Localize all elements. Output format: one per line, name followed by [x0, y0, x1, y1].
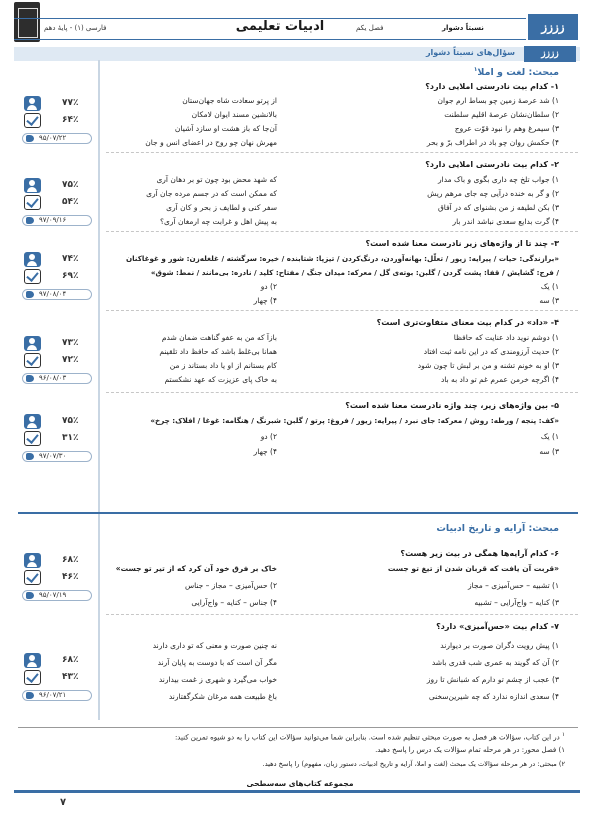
q2-stat-primary: ۷۵٪ [62, 180, 79, 190]
page-title: ادبیات تعلیمی [235, 19, 325, 34]
q2-stats [18, 178, 94, 236]
q1-date-stamp [22, 133, 92, 144]
q7-opt2-second: مگر آن است که با دوست به پایان آرند [157, 658, 277, 667]
q5-opt2[interactable]: ۲) دو [260, 432, 277, 441]
stats-divider [98, 60, 100, 720]
q6-stats [18, 553, 94, 611]
question-4-title: ۴- «داد» در کدام بیت معنای متفاوت‌تری است؟ [376, 318, 559, 327]
pen-icon [26, 135, 34, 142]
question-7-title: ۷- کدام بیت «حس‌آمیزی» دارد؟ [436, 622, 559, 631]
pen-icon [26, 592, 34, 599]
q4-opt3[interactable]: ۳) او به خونم تشنه و من بر لبش تا چون شود [417, 361, 559, 370]
q2-opt3[interactable]: ۳) بکن لطیفه ز من بشنوای که در آفاق [437, 203, 559, 212]
q7-opt2[interactable]: ۲) آن که گویند به عمری شب قدری باشد [431, 658, 559, 667]
question-6-title: ۶- کدام آرایه‌ها همگی در بیت زیر هست؟ [400, 549, 559, 558]
chapter-label: فصل یکم [356, 24, 384, 32]
q7-date-stamp [22, 690, 92, 701]
q7-stat-primary: ۶۸٪ [62, 655, 79, 665]
q3-date: ۹۷/۰۸/۰۴ [39, 290, 67, 298]
subject-heading-literature: مبحث: آرایه و تاریخ ادبیات [436, 523, 559, 534]
q4-opt1-second: بازآ که من به عفو گناهت ضمان شدم [161, 333, 277, 342]
q5-passage: «کف: پنجه / ورطه: روش / معرکه: جای نبرد / پیرایه: زیور / فروغ: پرتو / گلبن: شبرنگ / هنگامه: غوغا / افلاک: چرخ» [150, 416, 559, 425]
checkbox-icon [24, 269, 41, 284]
q5-opt1[interactable]: ۱) یک [540, 432, 559, 441]
q1-opt3-second: آن‌جا که باز هشت او سازد آشیان [174, 124, 277, 133]
q1-opt4-second: مهرش نهان چو روح در اعضای انس و جان [145, 138, 277, 147]
q4-date-stamp [22, 373, 92, 384]
page-header [0, 0, 595, 46]
question-2-title: ۲- کدام بیت نادرستی املایی دارد؟ [425, 160, 559, 169]
q7-date: ۹۶/۰۷/۲۱ [39, 691, 67, 699]
pen-icon [26, 217, 34, 224]
subject-heading-vocab: مبحث: لغت و املا$^۱$ [473, 66, 559, 79]
question-divider [106, 392, 578, 393]
q7-opt3[interactable]: ۳) عجب از چشم تو دارم که شبانش تا روز [426, 675, 559, 684]
q7-opt1-second: نه چنین صورت و معنی که تو داری دارند [152, 641, 277, 650]
q2-stat-secondary: ۵۴٪ [62, 197, 79, 207]
footnote-divider [18, 727, 578, 728]
user-icon [24, 336, 41, 351]
q2-opt1-second: که شهد محض بود چون تو بر دهان آری [156, 175, 277, 184]
q7-stats [18, 653, 94, 711]
q6-stat-secondary: ۴۶٪ [62, 572, 79, 582]
q5-date: ۹۷/۰۷/۳۰ [39, 452, 67, 460]
q7-opt1[interactable]: ۱) پیش رویت دگران صورت بر دیوارند [440, 641, 559, 650]
q4-opt2[interactable]: ۲) حدیث آرزومندی که در این نامه ثبت افتاد [423, 347, 559, 356]
question-divider [106, 231, 578, 232]
user-icon [24, 553, 41, 568]
user-icon [24, 252, 41, 267]
footer-series-title: مجموعه کتاب‌های سه‌سطحی [246, 779, 354, 788]
q2-opt2[interactable]: ۲) و گر به خنده درآیی چه جای مرهم ریش [427, 189, 559, 198]
pen-icon [26, 453, 34, 460]
q1-opt2[interactable]: ۲) سلطان‌نشان عرصهٔ اقلیم سلطنت [444, 110, 559, 119]
q6-stat-primary: ۶۸٪ [62, 555, 79, 565]
q3-opt1[interactable]: ۱) یک [540, 282, 559, 291]
question-divider [106, 152, 578, 153]
q1-opt1-second: از پرتو سعادت شاه جهان‌ستان [182, 96, 277, 105]
q4-date: ۹۶/۰۸/۰۳ [39, 374, 67, 382]
q6-verse-first: «قربت آن یافت که قربان شدن از تیغ تو جست [387, 564, 559, 573]
q6-date-stamp [22, 590, 92, 601]
q4-opt4-second: به خاک پای عزیزت که عهد نشکستم [164, 375, 277, 384]
footer-bar [14, 790, 580, 793]
checkbox-icon [24, 431, 41, 446]
q2-opt1[interactable]: ۱) جواب تلخ چه داری بگوی و باک مدار [437, 175, 559, 184]
q6-opt3[interactable]: ۳) کنایه – واج‌آرایی – تشبیه [474, 598, 559, 607]
q3-opt4[interactable]: ۴) چهار [253, 296, 277, 305]
q3-opt3[interactable]: ۳) سه [539, 296, 559, 305]
q3-stat-secondary: ۶۹٪ [62, 271, 79, 281]
checkbox-icon [24, 570, 41, 585]
q6-verse-second: خاک بر فرق خود آن کرد که از تیر تو جست» [115, 564, 277, 573]
q5-stat-primary: ۷۵٪ [62, 416, 79, 426]
question-divider [106, 310, 578, 311]
pen-icon [26, 291, 34, 298]
q5-date-stamp [22, 451, 92, 462]
pen-icon [26, 375, 34, 382]
q7-opt4-second: باغ طبیعت همه مرغان شکرگفتارند [168, 692, 277, 701]
q7-opt4[interactable]: ۴) سعدی اندازه ندارد که چه شیرین‌سخنی [428, 692, 559, 701]
q2-date-stamp [22, 215, 92, 226]
q4-opt2-second: همانا بی‌غلط باشد که حافظ داد تلقینم [159, 347, 277, 356]
question-1-title: ۱- کدام بیت نادرستی املایی دارد؟ [425, 82, 559, 91]
q5-opt3[interactable]: ۳) سه [539, 447, 559, 456]
q4-stat-secondary: ۷۲٪ [62, 355, 79, 365]
checkbox-icon [24, 195, 41, 210]
q2-opt3-second: سفر کنی و لطایف ز بحر و کان آری [166, 203, 277, 212]
q3-opt2[interactable]: ۲) دو [260, 282, 277, 291]
q7-stat-secondary: ۴۳٪ [62, 672, 79, 682]
q3-date-stamp [22, 289, 92, 300]
question-5-title: ۵- بین واژه‌های زیر، چند واژه نادرست معنا شده است؟ [345, 401, 559, 410]
checkbox-icon [24, 353, 41, 368]
q3-passage-2: / فرج: گشایش / قفا: پشت گردن / گلبن: بوته‌ی گل / معرکه: میدان جنگ / مفتاح: کلید / نادره: بی‌مانند / نمط: شوق» [150, 268, 559, 277]
ribbon-logo: زززز [524, 46, 576, 62]
q1-stat-primary: ۷۷٪ [62, 98, 79, 108]
question-3-title: ۳- چند تا از واژه‌های زیر نادرست معنا شده است؟ [365, 239, 559, 248]
q4-opt3-second: کام بستانم از او یا داد بستاند ز من [169, 361, 277, 370]
course-label: فارسی (۱) - پایهٔ دهم [44, 24, 107, 32]
brand-logo: زززز [528, 14, 578, 40]
q1-stats [18, 96, 94, 154]
q4-stats [18, 336, 94, 394]
q3-stats [18, 252, 94, 310]
section-divider [18, 512, 578, 514]
user-icon [24, 653, 41, 668]
footnote-item-2: ۲) مبحثی: در هر مرحله سؤالات یک مبحث (لغت و املا، آرایه و تاریخ ادبیات، دستور زبان، مفهوم) را پاسخ دهید. [262, 760, 565, 768]
q1-stat-secondary: ۶۴٪ [62, 115, 79, 125]
q2-opt4[interactable]: ۴) گرت بدایع سعدی نباشد اندر بار [452, 217, 559, 226]
q5-opt4[interactable]: ۴) چهار [253, 447, 277, 456]
q3-stat-primary: ۷۴٪ [62, 254, 79, 264]
q2-date: ۹۷/۰۹/۱۶ [39, 216, 67, 224]
user-icon [24, 96, 41, 111]
q5-stats [18, 414, 94, 472]
user-icon [24, 414, 41, 429]
q6-opt1[interactable]: ۱) تشبیه – حس‌آمیزی – مجاز [467, 581, 559, 590]
footnote-item-1: ۱) فصل محور: در هر مرحله تمام سؤالات یک درس را پاسخ دهید. [375, 746, 565, 754]
q4-opt4[interactable]: ۴) اگرچه خرمن عمرم غم تو داد به باد [440, 375, 559, 384]
pen-icon [26, 692, 34, 699]
q1-opt1[interactable]: ۱) شد عرصهٔ زمین چو بساط ارم جوان [437, 96, 559, 105]
q3-passage-1: «برازندگی: حیات / پیرایه: زیور / تعلّل: بهانه‌آوردن، درنگ‌کردن / تیزپا: شتابنده / خیره: سرگشته / غلغله‌زن: شور و غوغاکنان [125, 254, 559, 263]
footnote-intro: $^۱$ در این کتاب، سؤالات هر فصل به صورت مبحثی تنظیم شده است. بنابراین شما می‌توانید سؤالات این کتاب را به دو شیوه تمرین کنید: [174, 732, 565, 742]
brand-label: نسبتاً دشوار [442, 24, 484, 32]
q1-opt4[interactable]: ۴) حکمش روان چو باد در اطراف برّ و بحر [426, 138, 559, 147]
q2-opt4-second: به پیش اهل و غرابت چه ارمغان آری؟ [160, 217, 277, 226]
user-icon [24, 178, 41, 193]
checkbox-icon [24, 670, 41, 685]
q1-opt2-second: بالانشین مسند ایوان لامکان [191, 110, 277, 119]
q1-opt3[interactable]: ۳) سیمرغ وهم را نبود قوّت عروج [454, 124, 559, 133]
q5-stat-secondary: ۳۱٪ [62, 433, 79, 443]
page-number: ۷ [60, 797, 67, 808]
ribbon-title: سؤال‌های نسبتاً دشوار [425, 48, 515, 57]
q4-stat-primary: ۷۳٪ [62, 338, 79, 348]
q6-date: ۹۵/۰۷/۱۹ [39, 591, 67, 599]
q6-opt4[interactable]: ۴) جناس – کنایه – واج‌آرایی [191, 598, 277, 607]
question-divider [106, 614, 578, 615]
q6-opt2[interactable]: ۲) حس‌آمیزی – مجاز – جناس [184, 581, 277, 590]
q7-opt3-second: خواب می‌گیرد و شهری ز غمت بیدارند [158, 675, 277, 684]
q1-date: ۹۵/۰۷/۲۲ [39, 134, 67, 142]
q4-opt1[interactable]: ۱) دوشم نوید داد عنایت که حافظا [453, 333, 559, 342]
checkbox-icon [24, 113, 41, 128]
q2-opt2-second: که ممکن است که در جسم مرده جان آری [146, 189, 277, 198]
